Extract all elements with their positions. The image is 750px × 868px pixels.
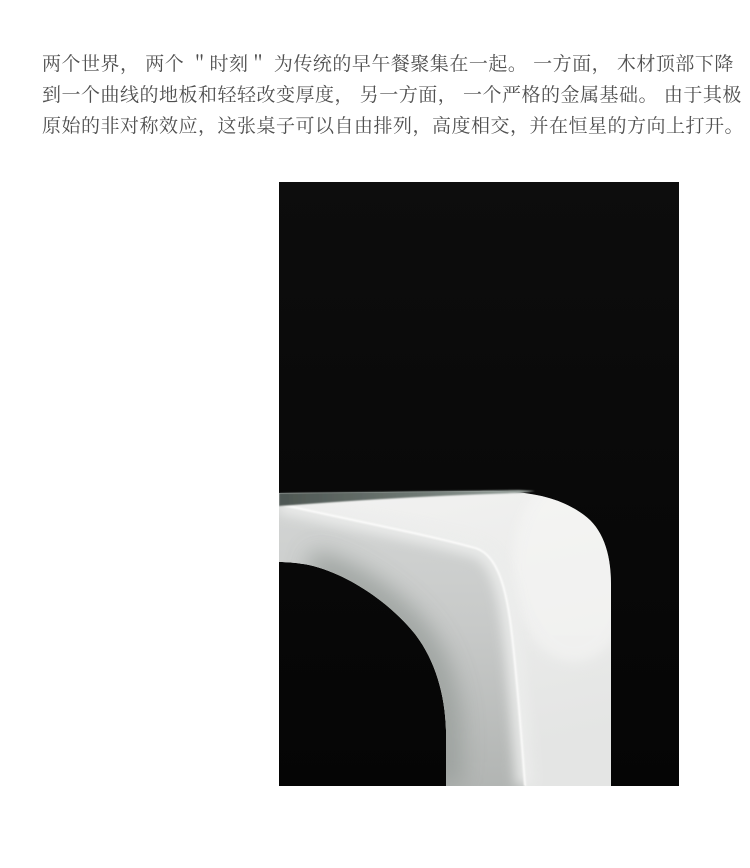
product-photo <box>279 182 679 786</box>
intro-paragraph <box>42 49 745 142</box>
intro-line-3: 原始的非对称效应，这张桌子可以自由排列，高度相交，并在恒星的方向上打开。 <box>42 116 745 137</box>
product-photo-art <box>279 182 679 786</box>
intro-line-1: 两个世界， 两个 ＂时刻＂ 为传统的早午餐聚集在一起。 一方面， 木材顶部下降 <box>42 54 734 75</box>
intro-line-2: 到一个曲线的地板和轻轻改变厚度， 另一方面， 一个严格的金属基础。 由于其极 <box>42 85 742 106</box>
